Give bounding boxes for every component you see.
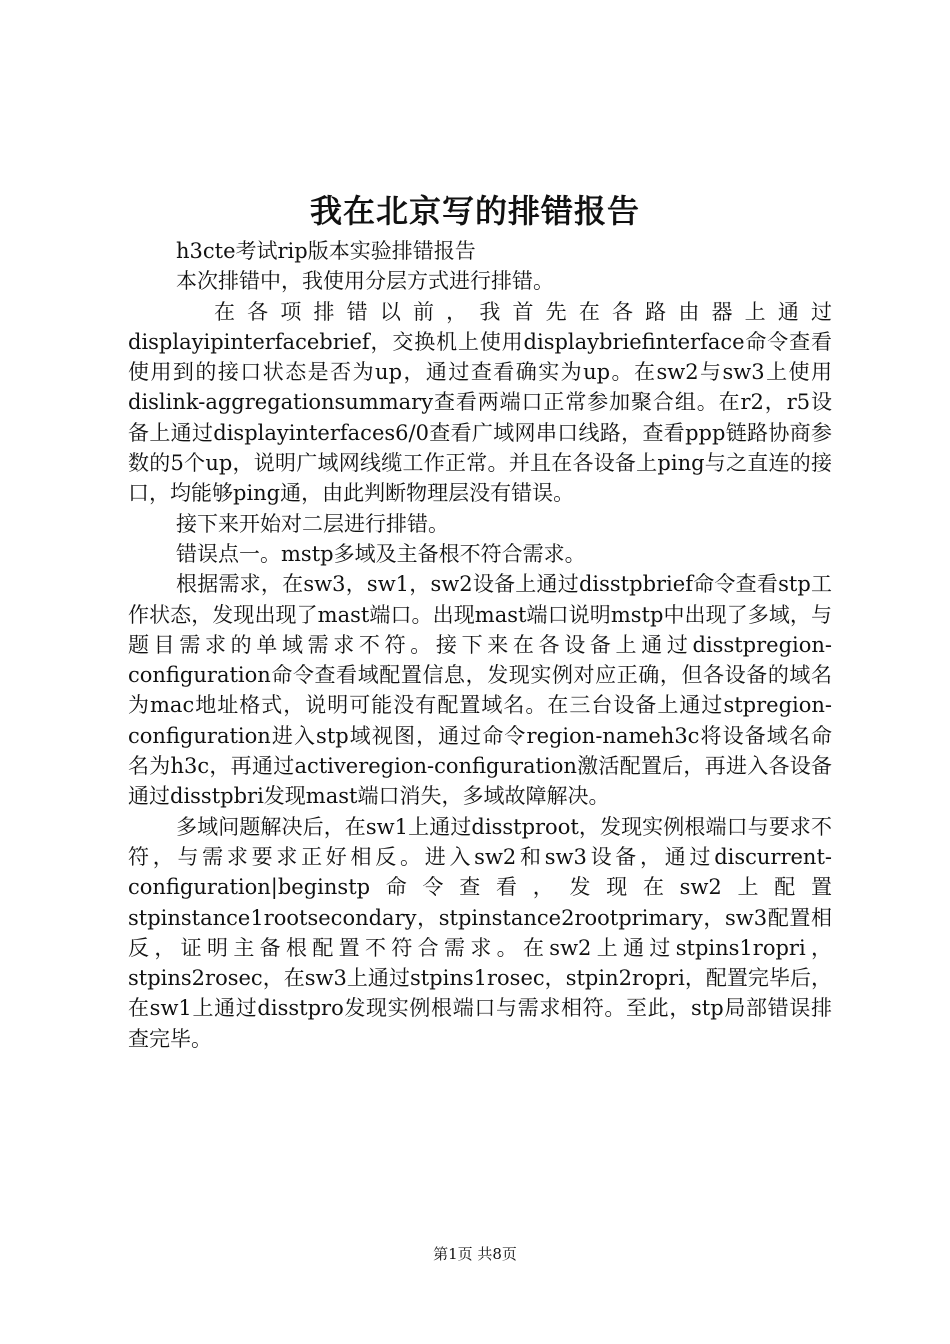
paragraph: 在各项排错以前，我首先在各路由器上通过displayipinterfacebrief，交换机上使用displaybriefinterface命令查看使用到的接口状态是否为up，通过查看确实为up。在sw2与sw3上使用dislink-aggregationsummary查看两端口正常参加聚合组。在r2，r5设备上通过displayinterfaces6/0查看广域网串口线路，查看ppp链路协商参数的5个up，说明广域网线缆工作正常。并且在各设备上ping与之直连的接口，均能够ping通，由此判断物理层没有错误。	[128, 299, 832, 506]
paragraph: 本次排错中，我使用分层方式进行排错。	[176, 269, 554, 294]
paragraph: 根据需求，在sw3，sw1，sw2设备上通过disstpbrief命令查看stp工作状态，发现出现了mast端口。出现mast端口说明mstp中出现了多域，与题目需求的单域需求不符。接下来在各设备上通过disstpregion-configuration命令查看域配置信息，发现实例对应正确，但各设备的域名为mac地址格式，说明可能没有配置域名。在三台设备上通过stpregion-configuration进入stp域视图，通过命令region-nameh3c将设备域名命名为h3c，再通过activeregion-configuration激活配置后，再进入各设备通过disstpbri发现mast端口消失，多域故障解决。	[128, 572, 832, 809]
paragraph: 接下来开始对二层进行排错。	[176, 511, 449, 536]
document-title: 我在北京写的排错报告	[309, 192, 640, 230]
page-footer: 第1页 共8页	[433, 1245, 517, 1263]
paragraph: 多域问题解决后，在sw1上通过disstproot，发现实例根端口与要求不符，与需求要求正好相反。进入sw2和sw3设备，通过discurrent-configuration|beginstp命令查看，发现在sw2上配置stpinstance1rootsecondary，stpinstance2rootprimary，sw3配置相反，证明主备根配置不符合需求。在sw2上通过stpins1ropri，stpins2rosec，在sw3上通过stpins1rosec，stpin2ropri，配置完毕后，在sw1上通过disstpro发现实例根端口与需求相符。至此，stp局部错误排查完毕。	[128, 814, 832, 1051]
paragraph: h3cte考试rip版本实验排错报告	[176, 239, 476, 263]
paragraph: 错误点一。mstp多域及主备根不符合需求。	[176, 541, 586, 566]
document-body	[128, 236, 832, 1054]
